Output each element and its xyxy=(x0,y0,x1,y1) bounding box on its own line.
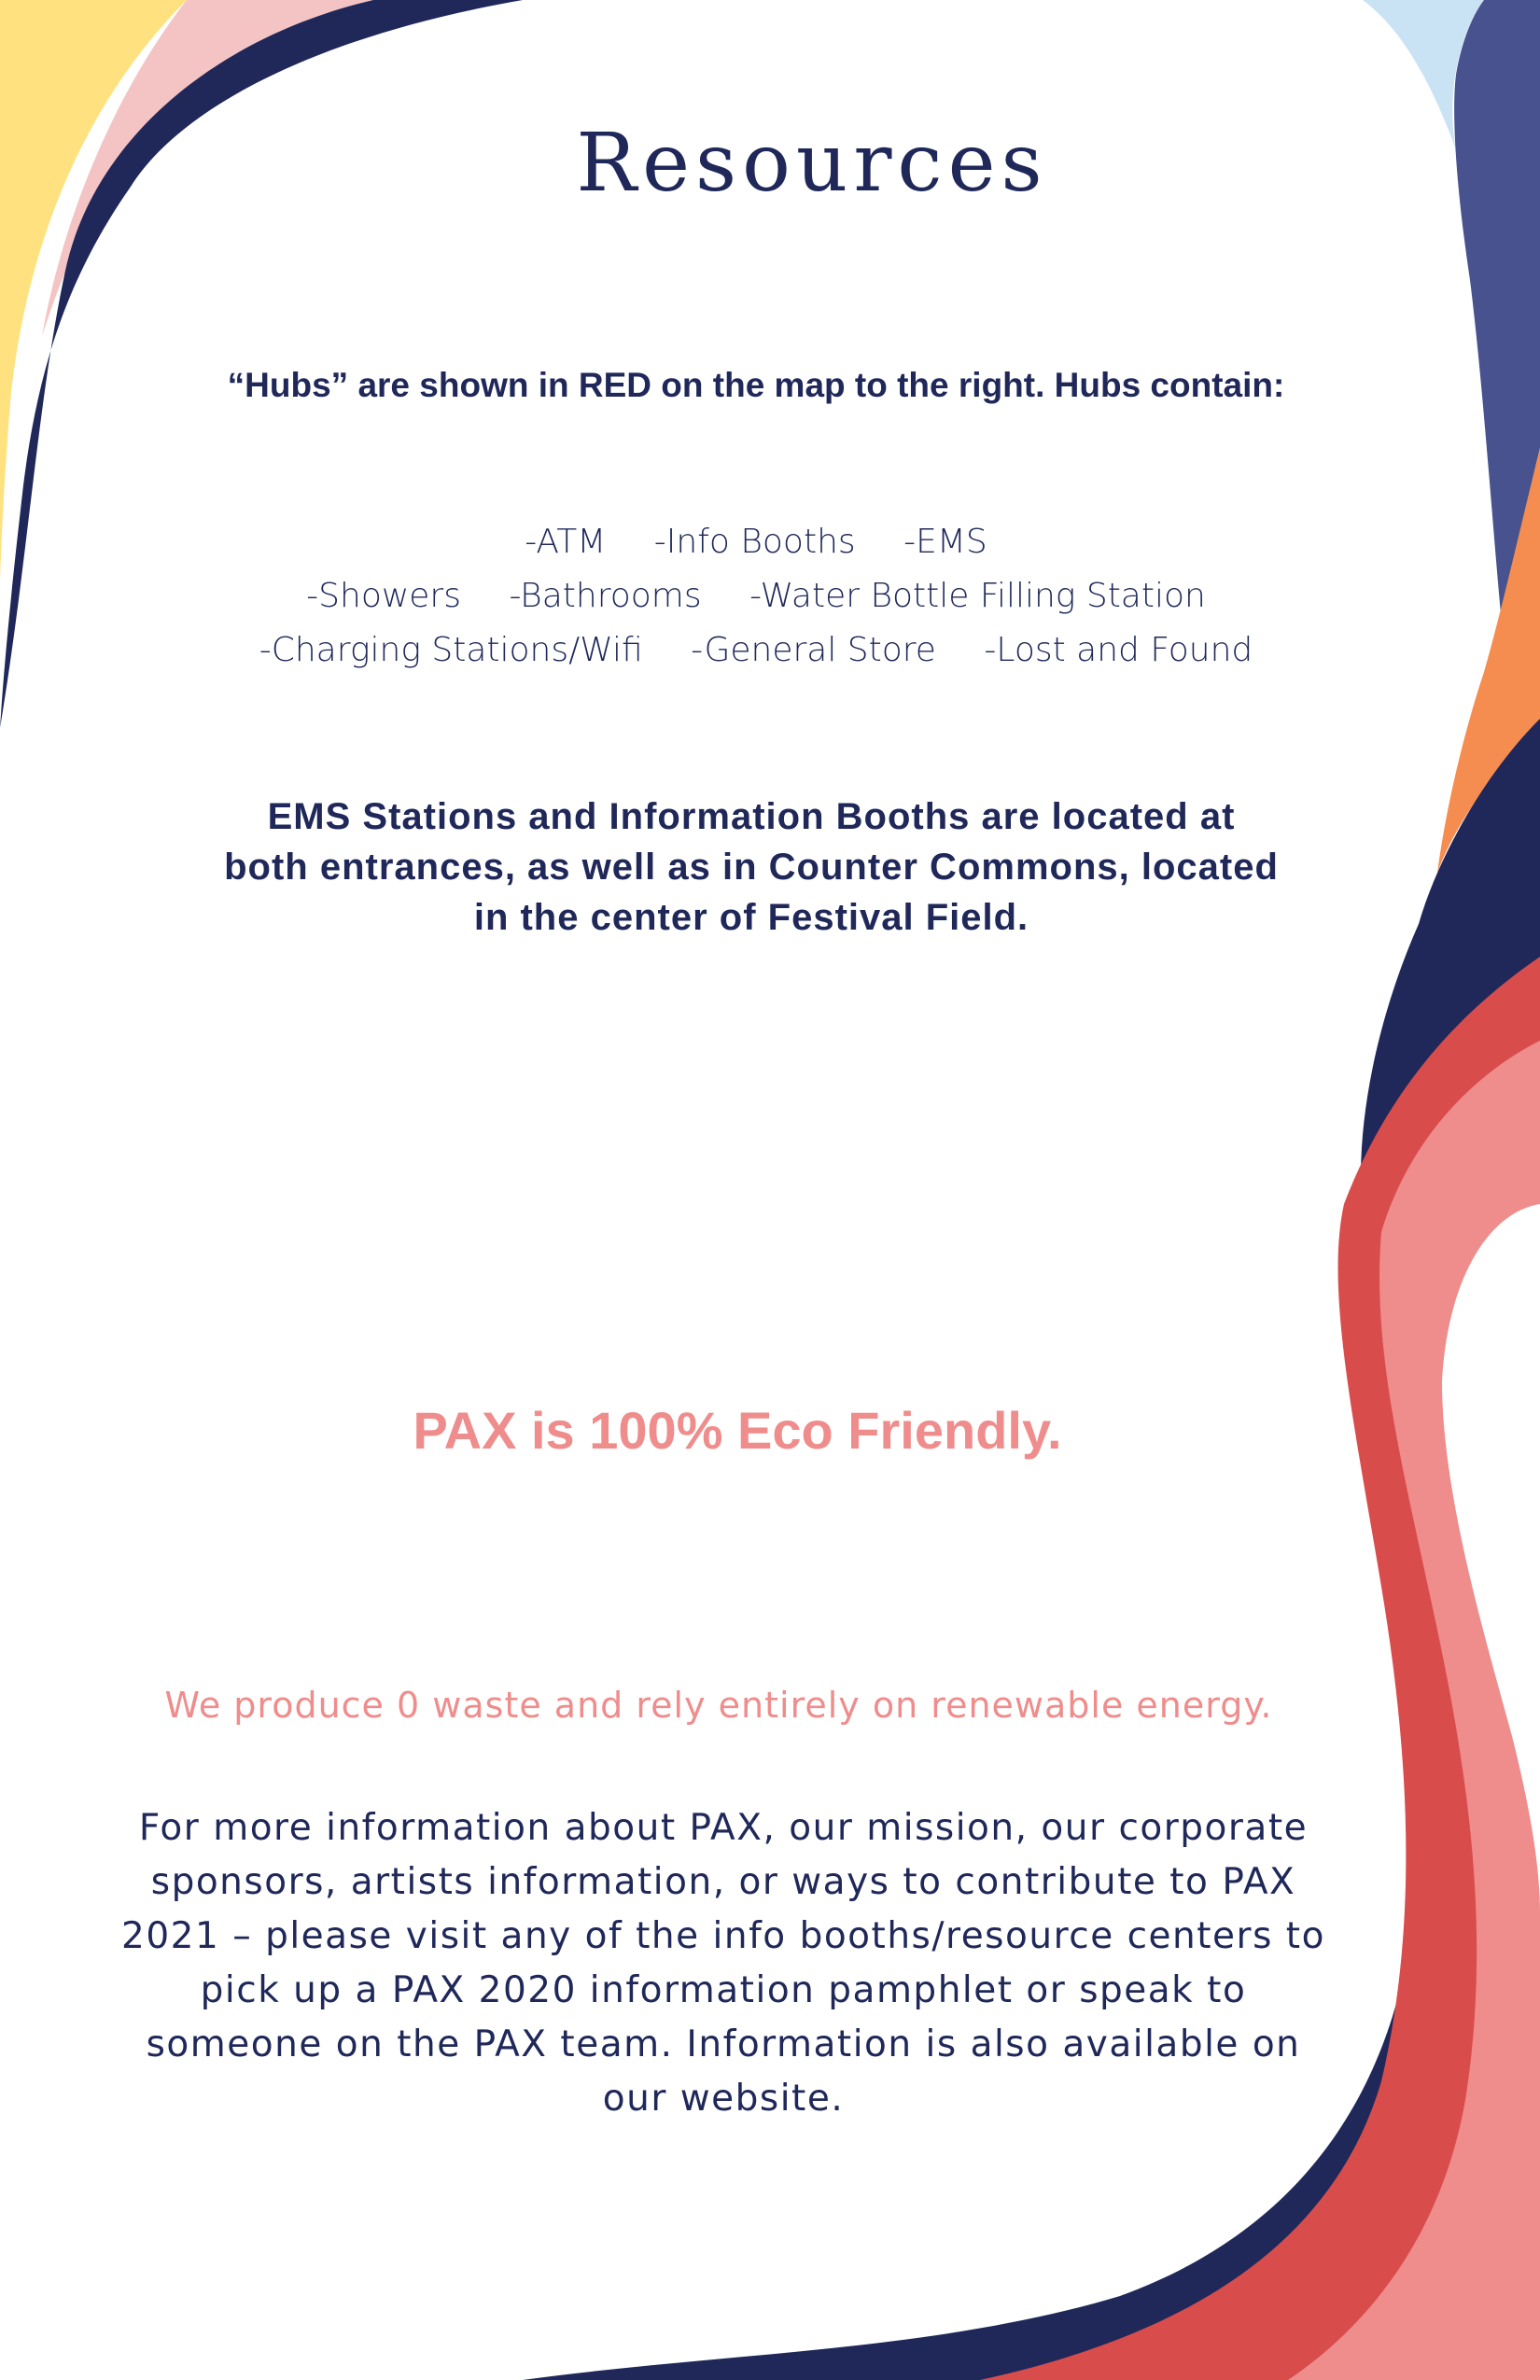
hubs-intro: “Hubs” are shown in RED on the map to the right. Hubs contain: xyxy=(227,366,1285,404)
hub-line xyxy=(149,515,1363,569)
hub-item-bathrooms: -Bathrooms xyxy=(509,577,702,615)
hub-line xyxy=(149,623,1363,678)
hub-item-ems: -EMS xyxy=(903,523,987,561)
hub-item-lost-and-found: -Lost and Found xyxy=(984,631,1253,669)
hub-line xyxy=(149,569,1363,623)
ems-stations-info: EMS Stations and Information Booths are located at both entrances, as well as in Counter Commons, located in the center of Festival Field. xyxy=(224,796,1279,938)
more-information-paragraph: For more information about PAX, our mission, our corporate sponsors, artists information, or ways to contribute to PAX 2021 – please visit any of the info booths/resource centers to pick up a PAX 2020 information pamphlet or speak to someone on the PAX team. Information is also available on our website. xyxy=(121,1807,1325,2120)
page-title: Resources xyxy=(576,117,1048,210)
hub-item-atm: -ATM xyxy=(525,523,607,561)
hub-amenities-list xyxy=(149,515,1363,678)
hub-item-general-store: -General Store xyxy=(691,631,936,669)
hub-item-charging-wifi: -Charging Stations/Wifi xyxy=(259,631,643,669)
eco-friendly-subtitle: We produce 0 waste and rely entirely on renewable energy. xyxy=(164,1685,1273,1726)
eco-friendly-heading: PAX is 100% Eco Friendly. xyxy=(413,1401,1062,1460)
hub-item-water-station: -Water Bottle Filling Station xyxy=(749,577,1206,615)
hub-item-showers: -Showers xyxy=(306,577,461,615)
hub-item-info-booths: -Info Booths xyxy=(653,523,856,561)
